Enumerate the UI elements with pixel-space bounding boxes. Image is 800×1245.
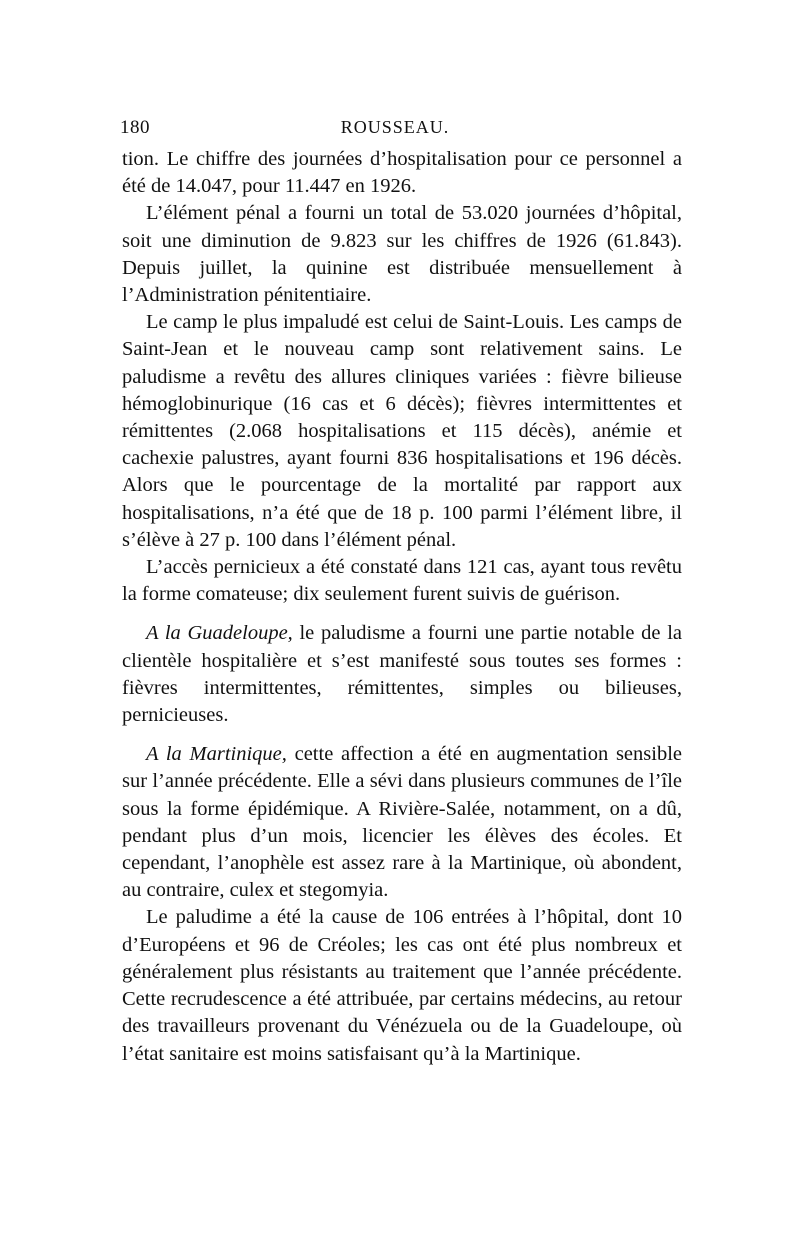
paragraph-penal-element: L’élément pénal a fourni un total de 53.020 journées d’hôpital, soit une diminution de 9.823 sur les chiffres de 1926 (61.843). Depuis juillet, la quinine est distribuée mensuellement à l’Administration pénitentiaire.	[122, 202, 682, 307]
location-guadeloupe: A la Guadeloupe,	[146, 622, 293, 645]
paragraph-paludism-cases: Le paludime a été la cause de 106 entrées à l’hôpital, dont 10 d’Européens et 96 de Créoles; les cas ont été plus nombreux et généralement plus résistants au traitement que l’année précédente. Cette recrudescence a été attribuée, par certains médecins, au retour des travailleurs provenant du Vénézuela ou de la Guadeloupe, où l’état sanitaire est moins satisfaisant qu’à la Martinique.	[122, 906, 682, 1065]
paragraph-guadeloupe	[122, 620, 682, 729]
paragraph-guadeloupe-text: le paludisme a fourni une partie notable de la clientèle hospitalière et s’est manifesté sous toutes ses formes : fièvres intermittentes, rémittentes, simples ou bilieuses, pernicieuses.	[122, 622, 682, 727]
page-number: 180	[120, 117, 150, 138]
paragraph-martinique	[122, 741, 682, 904]
running-header	[110, 117, 680, 141]
running-title: ROUSSEAU.	[340, 117, 450, 137]
paragraph-camps: Le camp le plus impaludé est celui de Saint-Louis. Les camps de Saint-Jean et le nouveau camp sont relativement sains. Le paludisme a revêtu des allures cliniques variées : fièvre bilieuse hémoglobinurique (16 cas et 6 décès); fièvres intermittentes et rémittentes (2.068 hospitalisations et 115 décès), anémie et cachexie palustres, ayant fourni 836 hospitalisations et 196 décès. Alors que le pourcentage de la mortalité par rapport aux hospitalisations, n’a été que de 18 p. 100 parmi l’élément libre, il s’élève à 27 p. 100 dans l’élément pénal.	[122, 311, 682, 551]
body-text	[122, 146, 682, 1068]
paragraph-martinique-text: cette affection a été en augmentation sensible sur l’année précédente. Elle a sévi dans plusieurs communes de l’île sous la forme épidémique. A Rivière-Salée, notamment, on a dû, pendant plus d’un mois, licencier les élèves des écoles. Et cependant, l’anophèle est assez rare à la Martinique, où abondent, au contraire, culex et stegomyia.	[122, 743, 682, 902]
location-martinique: A la Martinique,	[146, 743, 287, 766]
paragraph-continued: tion. Le chiffre des journées d’hospitalisation pour ce personnel a été de 14.047, pour 11.447 en 1926.	[122, 148, 682, 198]
paragraph-pernicious-access: L’accès pernicieux a été constaté dans 121 cas, ayant tous revêtu la forme comateuse; dix seulement furent suivis de guérison.	[122, 556, 682, 606]
